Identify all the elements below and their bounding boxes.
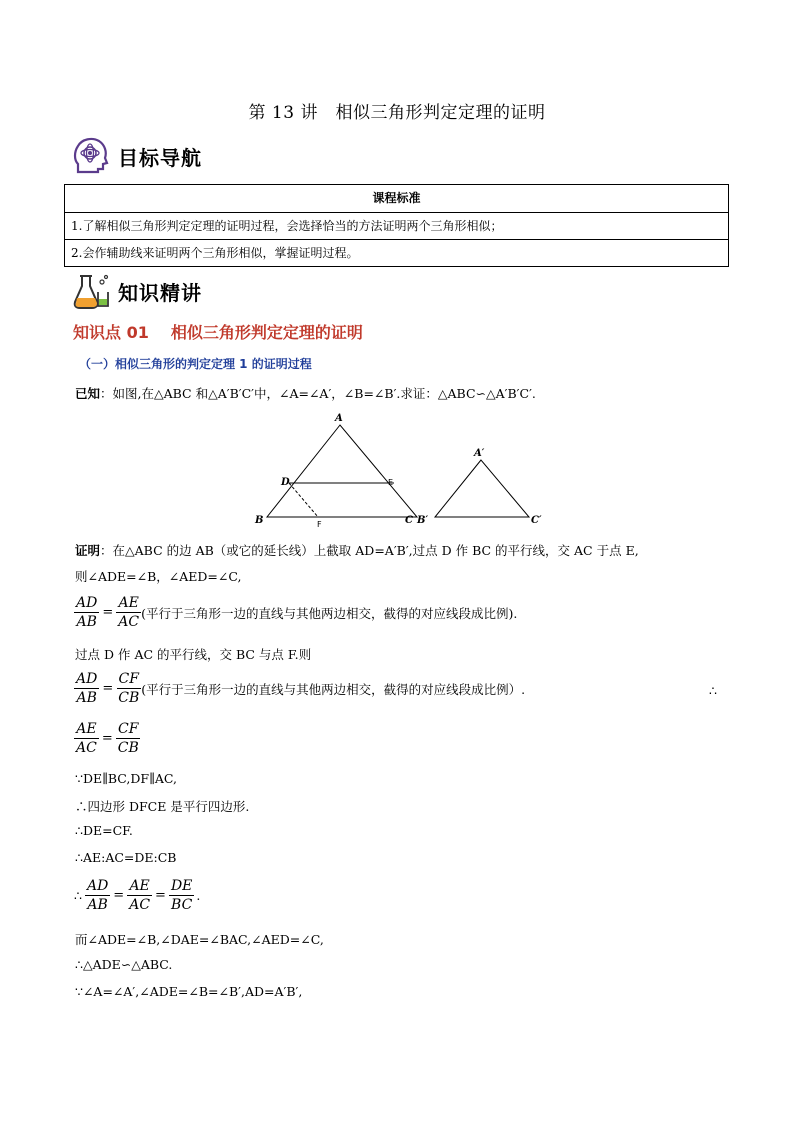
label-a: A	[335, 413, 343, 424]
proof-line-5: ∴四边形 DFCE 是平行四边形.	[75, 799, 250, 814]
label-b: B	[255, 515, 264, 526]
proof-line-4: ∵DE∥BC,DF∥AC,	[75, 771, 177, 786]
reason-1: (平行于三角形一边的直线与其他两边相交，截得的对应线段成比例).	[141, 605, 518, 621]
reason-2: (平行于三角形一边的直线与其他两边相交，截得的对应线段成比例）.	[141, 681, 526, 697]
knowledge-point-index: 知识点 01	[73, 323, 149, 342]
ratio-eq-3: $\frac{AE}{AC}$ = $\frac{CF}{CB}$	[76, 721, 139, 756]
knowledge-point-title	[73, 320, 363, 343]
label-a-prime: A′	[474, 448, 485, 459]
segment-df	[289, 483, 318, 517]
proof-line-7: ∴AE:AC=DE:CB	[75, 850, 177, 865]
course-standard-table	[64, 184, 729, 267]
fraction: $\frac{AD}{AB}$	[76, 671, 98, 706]
fraction: $\frac{AE}{AC}$	[118, 595, 140, 630]
given-text: ：如图,在△ABC 和△A′B′C′中，∠A=∠A′，∠B=∠B′.求证：△ABC∽△A′B′C′.	[100, 386, 536, 401]
head-science-icon	[72, 136, 110, 176]
ratio-eq-2: $\frac{AD}{AB}$ = $\frac{CF}{CB}$ (平行于三角形一边的直线与其他两边相交，截得的对应线段成比例）.	[76, 671, 526, 706]
proof-label: 证明	[75, 543, 101, 558]
proof-line-3: 过点 D 作 AC 的平行线，交 BC 与点 F.则	[75, 647, 312, 662]
flask-icon	[72, 272, 112, 310]
proof-line-2: 则∠ADE=∠B，∠AED=∠C,	[75, 569, 242, 584]
fraction: $\frac{AE}{AC}$	[129, 878, 151, 913]
triangle-a1b1c1	[435, 460, 529, 517]
table-header: 课程标准	[372, 191, 421, 205]
subheading: （一）相似三角形的判定定理 1 的证明过程	[79, 357, 312, 371]
fraction: $\frac{CF}{CB}$	[117, 721, 139, 756]
triangle-abc	[267, 425, 417, 517]
label-b-prime: B′	[417, 515, 429, 526]
label-d: D	[281, 477, 290, 488]
knowledge-point-name: 相似三角形判定定理的证明	[170, 323, 363, 342]
given-label: 已知	[75, 386, 101, 401]
label-c: C	[405, 515, 413, 526]
table-row: 1.了解相似三角形判定定理的证明过程，会选择恰当的方法证明两个三角形相似；	[65, 212, 728, 239]
label-c-prime: C′	[531, 515, 542, 526]
goal-section-title: 目标导航	[118, 145, 202, 170]
goal-section-header	[72, 136, 202, 176]
knowledge-section-header	[72, 272, 202, 310]
triangles-figure	[245, 410, 555, 532]
label-f: F	[317, 520, 322, 529]
proof-text-1: ：在△ABC 的边 AB（或它的延长线）上截取 AD=A′B′,过点 D 作 BC 的平行线，交 AC 于点 E,	[100, 543, 639, 558]
ratio-eq-1: $\frac{AD}{AB}$ = $\frac{AE}{AC}$ (平行于三角形一边的直线与其他两边相交，截得的对应线段成比例).	[76, 595, 518, 630]
knowledge-section-title: 知识精讲	[118, 280, 202, 305]
fraction: $\frac{AD}{AB}$	[76, 595, 98, 630]
fraction: $\frac{CF}{CB}$	[118, 671, 140, 706]
page-title: 第 13 讲 相似三角形判定定理的证明	[248, 103, 546, 123]
proof-line-1	[75, 541, 639, 559]
table-row: 2.会作辅助线来证明两个三角形相似，掌握证明过程。	[65, 239, 728, 266]
proof-line-6: ∴DE=CF.	[75, 823, 133, 838]
label-e: E	[388, 478, 394, 487]
fraction: $\frac{AE}{AC}$	[76, 721, 97, 756]
proof-line-9: 而∠ADE=∠B,∠DAE=∠BAC,∠AED=∠C,	[75, 932, 324, 947]
fraction: $\frac{AD}{AB}$	[86, 878, 109, 913]
proof-line-10: ∴△ADE∽△ABC.	[75, 957, 173, 972]
ratio-eq-4: ∴ $\frac{AD}{AB}$ = $\frac{AE}{AC}$ = $\frac{DE}{BC}$ .	[74, 878, 201, 913]
proof-line-11: ∵∠A=∠A′,∠ADE=∠B=∠B′,AD=A′B′,	[75, 984, 303, 999]
therefore-symbol: ∴	[709, 683, 717, 698]
given-statement	[75, 384, 536, 402]
fraction: $\frac{DE}{BC}$	[170, 878, 193, 913]
